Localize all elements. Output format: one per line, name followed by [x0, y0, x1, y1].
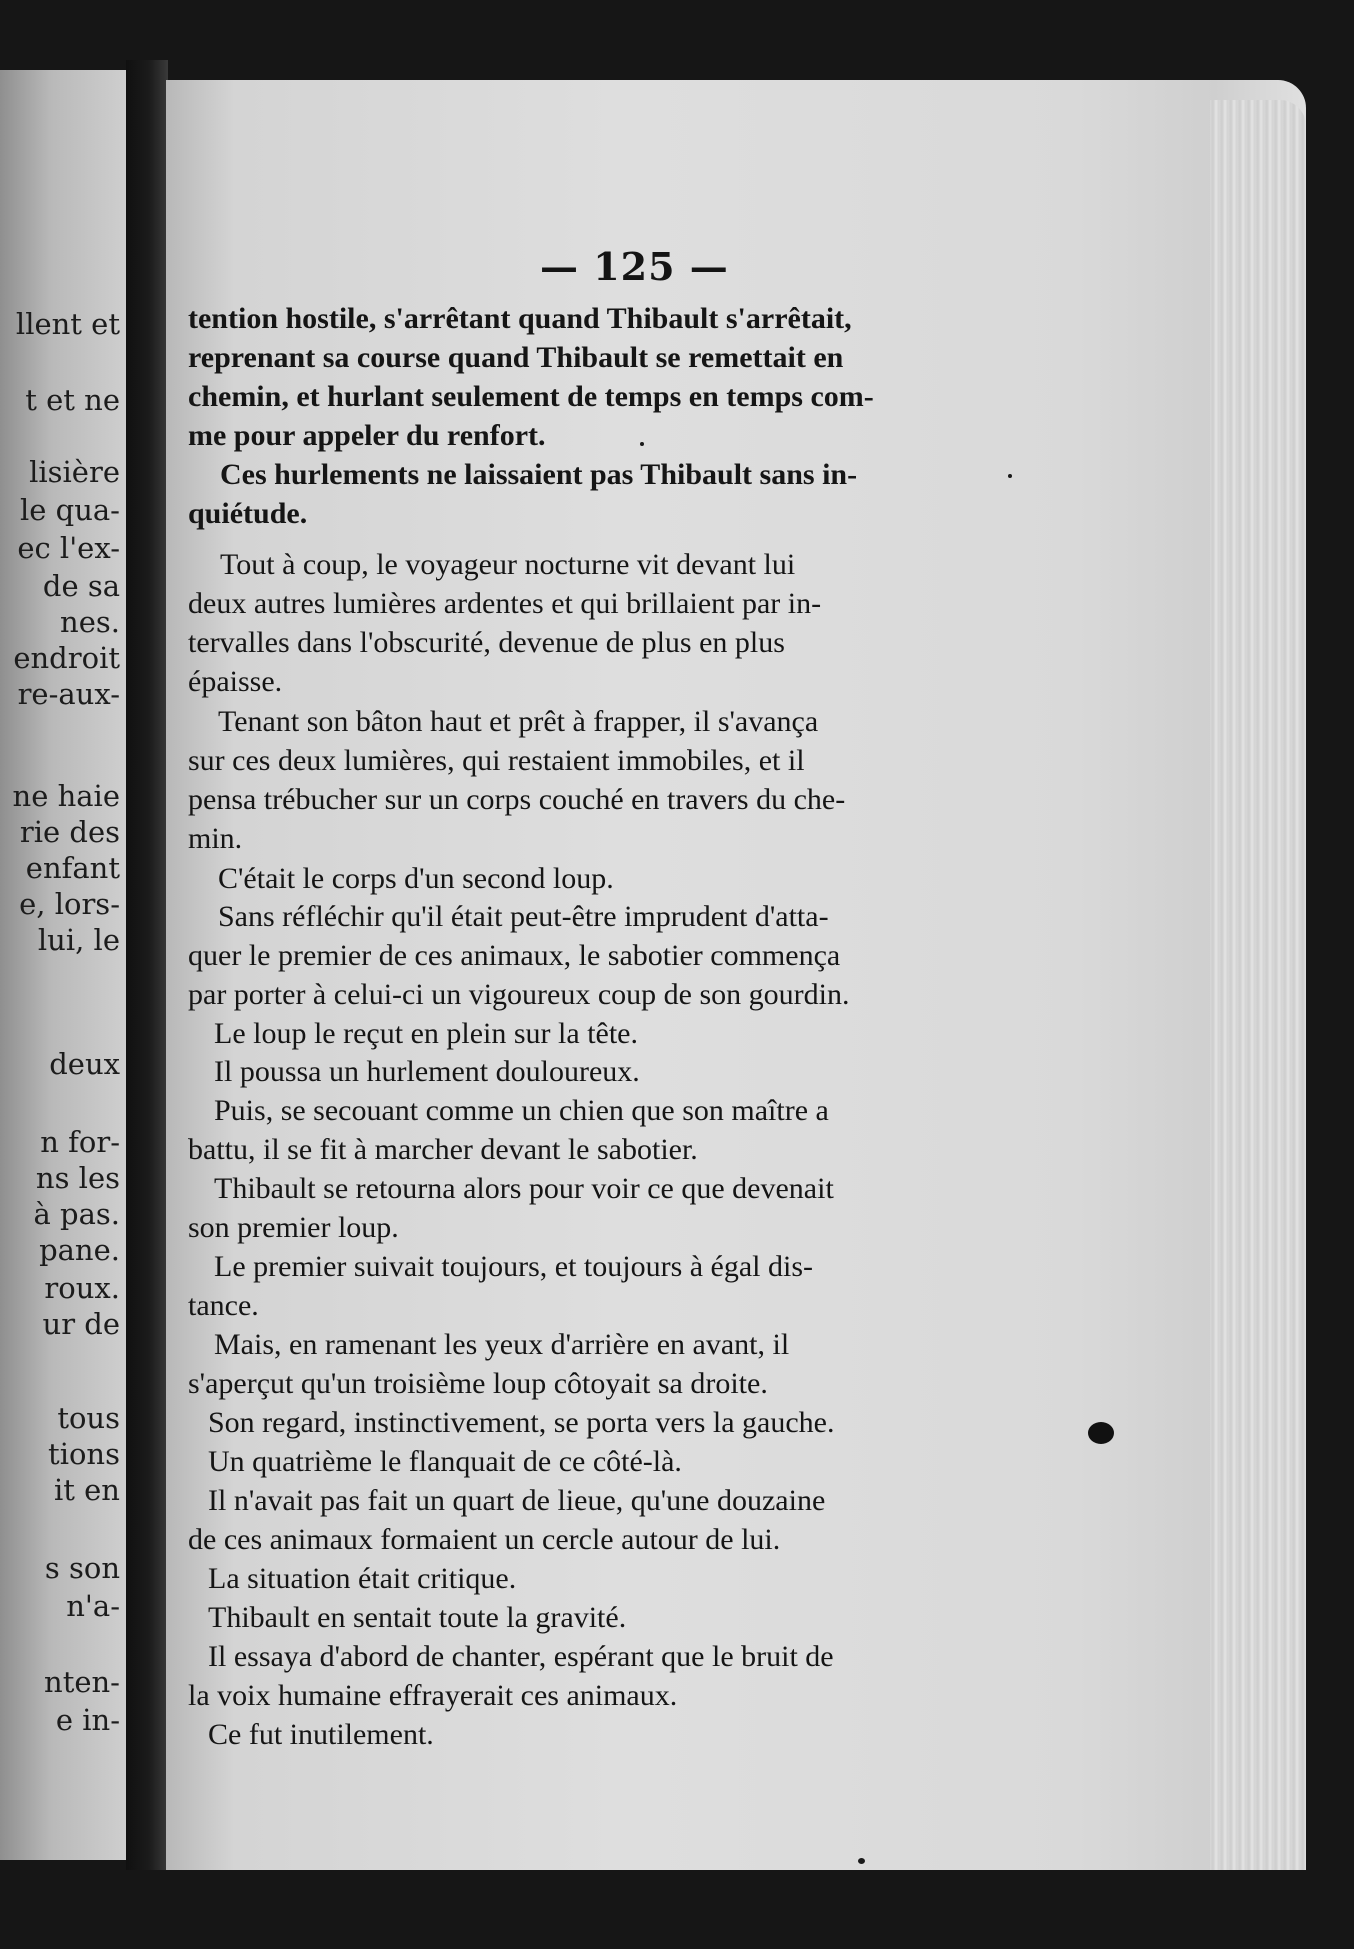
left-page-fragment: llent et: [15, 307, 120, 341]
ink-speck: [640, 442, 644, 446]
text-line: Thibault se retourna alors pour voir ce que devenait: [214, 1172, 834, 1205]
left-page-fragment: endroit: [13, 641, 120, 675]
left-page-fragment: rie des: [19, 815, 120, 849]
left-page-fragment: n for-: [40, 1125, 120, 1159]
left-page-fragment: de sa: [42, 569, 120, 603]
left-page-fragment: e in-: [55, 1703, 120, 1737]
text-line: s'aperçut qu'un troisième loup côtoyait sa droite.: [188, 1367, 768, 1400]
left-page-fragment: tions: [48, 1437, 120, 1471]
left-page-fragment: lisière: [29, 455, 120, 489]
left-page-fragment: ne haie: [12, 779, 120, 813]
text-line: Il essaya d'abord de chanter, espérant que le bruit de: [208, 1640, 834, 1673]
text-line: Tenant son bâton haut et prêt à frapper, il s'avança: [218, 705, 819, 738]
text-line: Ce fut inutilement.: [208, 1718, 434, 1751]
text-line: quiétude.: [188, 497, 308, 530]
text-line: Son regard, instinctivement, se porta vers la gauche.: [208, 1406, 835, 1439]
left-page-fragment: roux.: [44, 1271, 120, 1305]
text-line: min.: [188, 822, 243, 855]
text-line: Un quatrième le flanquait de ce côté-là.: [208, 1445, 682, 1478]
text-line: son premier loup.: [188, 1211, 399, 1244]
text-line: Thibault en sentait toute la gravité.: [208, 1601, 627, 1634]
text-line: Le loup le reçut en plein sur la tête.: [214, 1017, 638, 1050]
text-line: me pour appeler du renfort.: [188, 419, 546, 452]
left-page-fragment: tous: [57, 1401, 120, 1435]
ink-speck: [858, 1858, 865, 1864]
left-page-fragment: t et ne: [25, 383, 120, 417]
left-page-fragment: le qua-: [20, 493, 120, 527]
ink-speck: [1008, 474, 1012, 478]
text-line: Sans réfléchir qu'il était peut-être imprudent d'atta-: [218, 900, 829, 933]
left-page-fragment: deux: [49, 1047, 120, 1081]
text-line: de ces animaux formaient un cercle autour de lui.: [188, 1523, 781, 1556]
text-line: épaisse.: [188, 665, 283, 698]
left-page-fragment: pane.: [39, 1233, 120, 1267]
left-page-fragment: it en: [54, 1473, 120, 1507]
ink-blot: [1088, 1422, 1114, 1444]
text-line: Ces hurlements ne laissaient pas Thibault sans in-: [220, 458, 858, 491]
page-edge: [1210, 100, 1306, 1870]
text-line: tance.: [188, 1289, 259, 1322]
book-gutter: [126, 60, 168, 1870]
left-page-fragment: e, lors-: [19, 887, 120, 921]
text-line: La situation était critique.: [208, 1562, 517, 1595]
page-number: — 125 —: [540, 244, 729, 289]
text-line: Il n'avait pas fait un quart de lieue, qu'une douzaine: [208, 1484, 826, 1517]
text-line: tention hostile, s'arrêtant quand Thibault s'arrêtait,: [188, 302, 852, 335]
text-line: Il poussa un hurlement douloureux.: [214, 1055, 640, 1088]
left-page-fragment: s son: [44, 1551, 120, 1585]
left-page-fragment: ns les: [35, 1161, 120, 1195]
text-line: par porter à celui-ci un vigoureux coup de son gourdin.: [188, 978, 850, 1011]
left-page-fragment: ur de: [42, 1307, 120, 1341]
text-line: Le premier suivait toujours, et toujours à égal dis-: [214, 1250, 814, 1283]
left-page-fragment: ec l'ex-: [17, 531, 120, 565]
left-page-fragment: nten-: [44, 1665, 120, 1699]
text-line: quer le premier de ces animaux, le sabotier commença: [188, 939, 841, 972]
left-page-fragment: n'a-: [66, 1589, 120, 1623]
text-line: C'était le corps d'un second loup.: [218, 862, 614, 895]
text-line: tervalles dans l'obscurité, devenue de plus en plus: [188, 626, 785, 659]
left-page-fragment: lui, le: [37, 923, 120, 957]
previous-page: [0, 70, 128, 1860]
text-line: battu, il se fit à marcher devant le sabotier.: [188, 1133, 698, 1166]
left-page-fragment: re-aux-: [17, 677, 120, 711]
text-line: la voix humaine effrayerait ces animaux.: [188, 1679, 678, 1712]
text-line: chemin, et hurlant seulement de temps en temps com-: [188, 380, 874, 413]
text-line: Mais, en ramenant les yeux d'arrière en avant, il: [214, 1328, 790, 1361]
text-line: deux autres lumières ardentes et qui brillaient par in-: [188, 587, 822, 620]
text-line: reprenant sa course quand Thibault se remettait en: [188, 341, 844, 374]
text-line: Tout à coup, le voyageur nocturne vit devant lui: [220, 548, 796, 581]
text-line: pensa trébucher sur un corps couché en travers du che-: [188, 783, 846, 816]
left-page-fragment: nes.: [60, 605, 120, 639]
text-line: Puis, se secouant comme un chien que son maître a: [214, 1094, 829, 1127]
left-page-fragment: à pas.: [33, 1197, 120, 1231]
left-page-fragment: enfant: [25, 851, 120, 885]
text-line: sur ces deux lumières, qui restaient immobiles, et il: [188, 744, 805, 777]
